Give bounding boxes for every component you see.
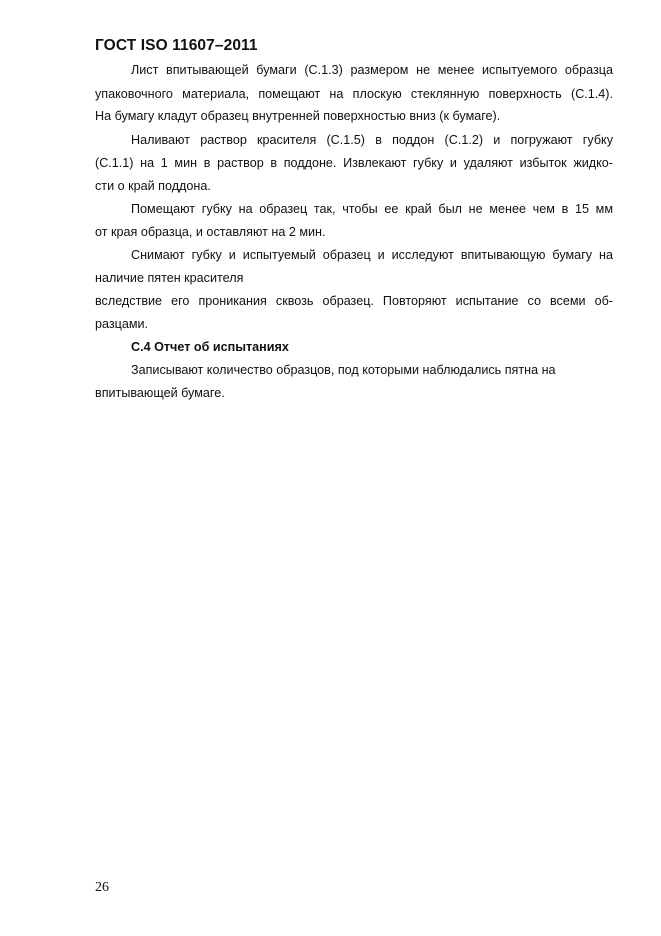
section-heading: С.4 Отчет об испытаниях	[131, 340, 289, 354]
text-line: сти о край поддона.	[95, 179, 211, 193]
text-line: Снимают губку и испытуемый образец и исследуют впитывающую бумагу на	[131, 248, 613, 262]
text-line: (С.1.1) на 1 мин в раствор в поддоне. Извлекают губку и удаляют избыток жидко-	[95, 156, 613, 170]
text-line: упаковочного материала, помещают на плоскую стеклянную поверхность (С.1.4).	[95, 87, 613, 101]
text-line: На бумагу кладут образец внутренней поверхностью вниз (к бумаге).	[95, 109, 501, 123]
page-number: 26	[95, 880, 109, 895]
text-line: разцами.	[95, 317, 149, 331]
text-line: вследствие его проникания сквозь образец. Повторяют испытание со всеми об-	[95, 294, 613, 308]
text-line: Лист впитывающей бумаги (С.1.3) размером не менее испытуемого образца	[131, 63, 613, 77]
text-line: Помещают губку на образец так, чтобы ее край был не менее чем в 15 мм	[131, 202, 613, 216]
text-line: впитывающей бумаге.	[95, 386, 225, 400]
text-line: Записывают количество образцов, под которыми наблюдались пятна на	[131, 363, 556, 377]
document-header: ГОСТ ISO 11607–2011	[95, 37, 258, 54]
text-line: Наливают раствор красителя (С.1.5) в поддон (С.1.2) и погружают губку	[131, 133, 613, 147]
text-line: наличие пятен красителя	[95, 271, 244, 285]
text-line: от края образца, и оставляют на 2 мин.	[95, 225, 326, 239]
